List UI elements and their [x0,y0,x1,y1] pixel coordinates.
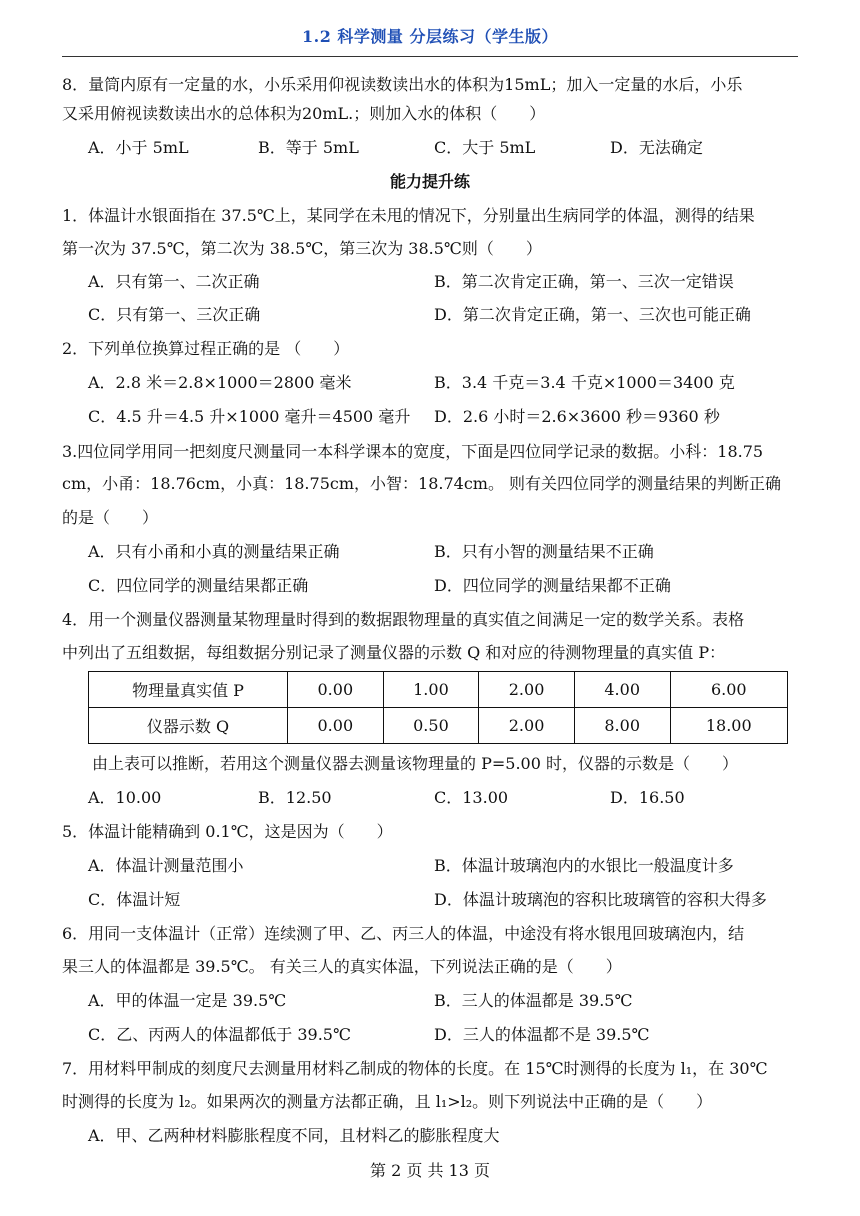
n1-option-a: A．只有第一、二次正确 [88,272,260,291]
table-cell: 0.00 [288,708,384,744]
q8-stem-line2: 又采用俯视读数读出水的总体积为20mL.；则加入水的体积（ ） [62,104,546,123]
q8-option-b: B．等于 5mL [258,138,359,157]
n3-option-d: D．四位同学的测量结果都不正确 [434,576,671,595]
n5-option-d: D．体温计玻璃泡的容积比玻璃管的容积大得多 [434,890,767,909]
n2-option-a: A．2.8 米＝2.8×1000＝2800 毫米 [88,373,352,392]
n2-option-d: D．2.6 小时＝2.6×3600 秒＝9360 秒 [434,407,720,426]
table-cell: 0.00 [288,672,384,708]
table-cell: 1.00 [383,672,479,708]
n5-option-b: B．体温计玻璃泡内的水银比一般温度计多 [434,856,734,875]
table-cell: 4.00 [574,672,670,708]
section-title: 能力提升练 [389,172,470,191]
n6-option-c: C．乙、丙两人的体温都低于 39.5℃ [88,1025,351,1044]
n1-stem-line2: 第一次为 37.5℃，第二次为 38.5℃，第三次为 38.5℃则（ ） [62,239,542,258]
table-row-label: 物理量真实值 P [89,672,288,708]
n4-option-d: D．16.50 [610,788,685,807]
table-cell: 18.00 [670,708,788,744]
n7-stem-line2: 时测得的长度为 l₂。如果两次的测量方法都正确，且 l₁>l₂。则下列说法中正确的是（ ） [62,1092,713,1111]
q8-option-d: D．无法确定 [610,138,703,157]
n4-option-b: B．12.50 [258,788,332,807]
table-cell: 0.50 [383,708,479,744]
n4-option-a: A．10.00 [88,788,162,807]
n6-stem-line2: 果三人的体温都是 39.5℃。 有关三人的真实体温，下列说法正确的是（ ） [62,957,622,976]
n5-stem: 5．体温计能精确到 0.1℃，这是因为（ ） [62,822,393,841]
n2-stem: 2．下列单位换算过程正确的是 （ ） [62,339,350,358]
q8-option-a: A．小于 5mL [88,138,189,157]
n3-option-b: B．只有小智的测量结果不正确 [434,542,654,561]
n7-stem-line1: 7．用材料甲制成的刻度尺去测量用材料乙制成的物体的长度。在 15℃时测得的长度为 l₁，在 30℃ [62,1059,768,1078]
q8-option-c: C．大于 5mL [434,138,536,157]
table-cell: 2.00 [479,708,575,744]
n4-option-c: C．13.00 [434,788,509,807]
page-footer: 第 2 页 共 13 页 [370,1161,490,1180]
n1-option-d: D．第二次肯定正确，第一、三次也可能正确 [434,305,751,324]
n6-option-d: D．三人的体温都不是 39.5℃ [434,1025,650,1044]
n6-stem-line1: 6．用同一支体温计（正常）连续测了甲、乙、丙三人的体温，中途没有将水银甩回玻璃泡内，结 [62,924,745,943]
n1-option-c: C．只有第一、三次正确 [88,305,261,324]
table-row-label: 仪器示数 Q [89,708,288,744]
n7-option-a: A．甲、乙两种材料膨胀程度不同，且材料乙的膨胀程度大 [88,1126,500,1145]
table-row-reading [89,708,788,744]
n6-option-b: B．三人的体温都是 39.5℃ [434,991,633,1010]
measurement-table [88,671,788,744]
n3-option-a: A．只有小甬和小真的测量结果正确 [88,542,340,561]
header-divider [62,56,798,57]
n3-stem-line1: 3.四位同学用同一把刻度尺测量同一本科学课本的宽度，下面是四位同学记录的数据。小科：18.75 [62,442,764,461]
q8-stem-line1: 8．量筒内原有一定量的水，小乐采用仰视读数读出水的体积为15mL；加入一定量的水后，小乐 [62,75,743,94]
n2-option-b: B．3.4 千克＝3.4 千克×1000＝3400 克 [434,373,735,392]
n4-stem-line3: 由上表可以推断，若用这个测量仪器去测量该物理量的 P=5.00 时，仪器的示数是（ ） [92,754,738,773]
table-cell: 2.00 [479,672,575,708]
n3-stem-line2: cm，小甬：18.76cm，小真：18.75cm，小智：18.74cm。 则有关四位同学的测量结果的判断正确 [62,474,782,493]
n5-option-a: A．体温计测量范围小 [88,856,244,875]
n4-stem-line1: 4．用一个测量仪器测量某物理量时得到的数据跟物理量的真实值之间满足一定的数学关系。表格 [62,610,745,629]
n1-option-b: B．第二次肯定正确，第一、三次一定错误 [434,272,734,291]
n5-option-c: C．体温计短 [88,890,181,909]
n3-option-c: C．四位同学的测量结果都正确 [88,576,309,595]
n4-stem-line2: 中列出了五组数据，每组数据分别记录了测量仪器的示数 Q 和对应的待测物理量的真实值 P： [62,643,726,662]
table-row-true-value [89,672,788,708]
table-cell: 8.00 [574,708,670,744]
n3-stem-line3: 的是（ ） [62,508,159,527]
page-header-title: 1.2 科学测量 分层练习（学生版） [302,27,558,46]
n2-option-c: C．4.5 升＝4.5 升×1000 毫升＝4500 毫升 [88,407,411,426]
n6-option-a: A．甲的体温一定是 39.5℃ [88,991,287,1010]
n1-stem-line1: 1．体温计水银面指在 37.5℃上，某同学在未甩的情况下，分别量出生病同学的体温，测得的结果 [62,206,755,225]
table-cell: 6.00 [670,672,788,708]
